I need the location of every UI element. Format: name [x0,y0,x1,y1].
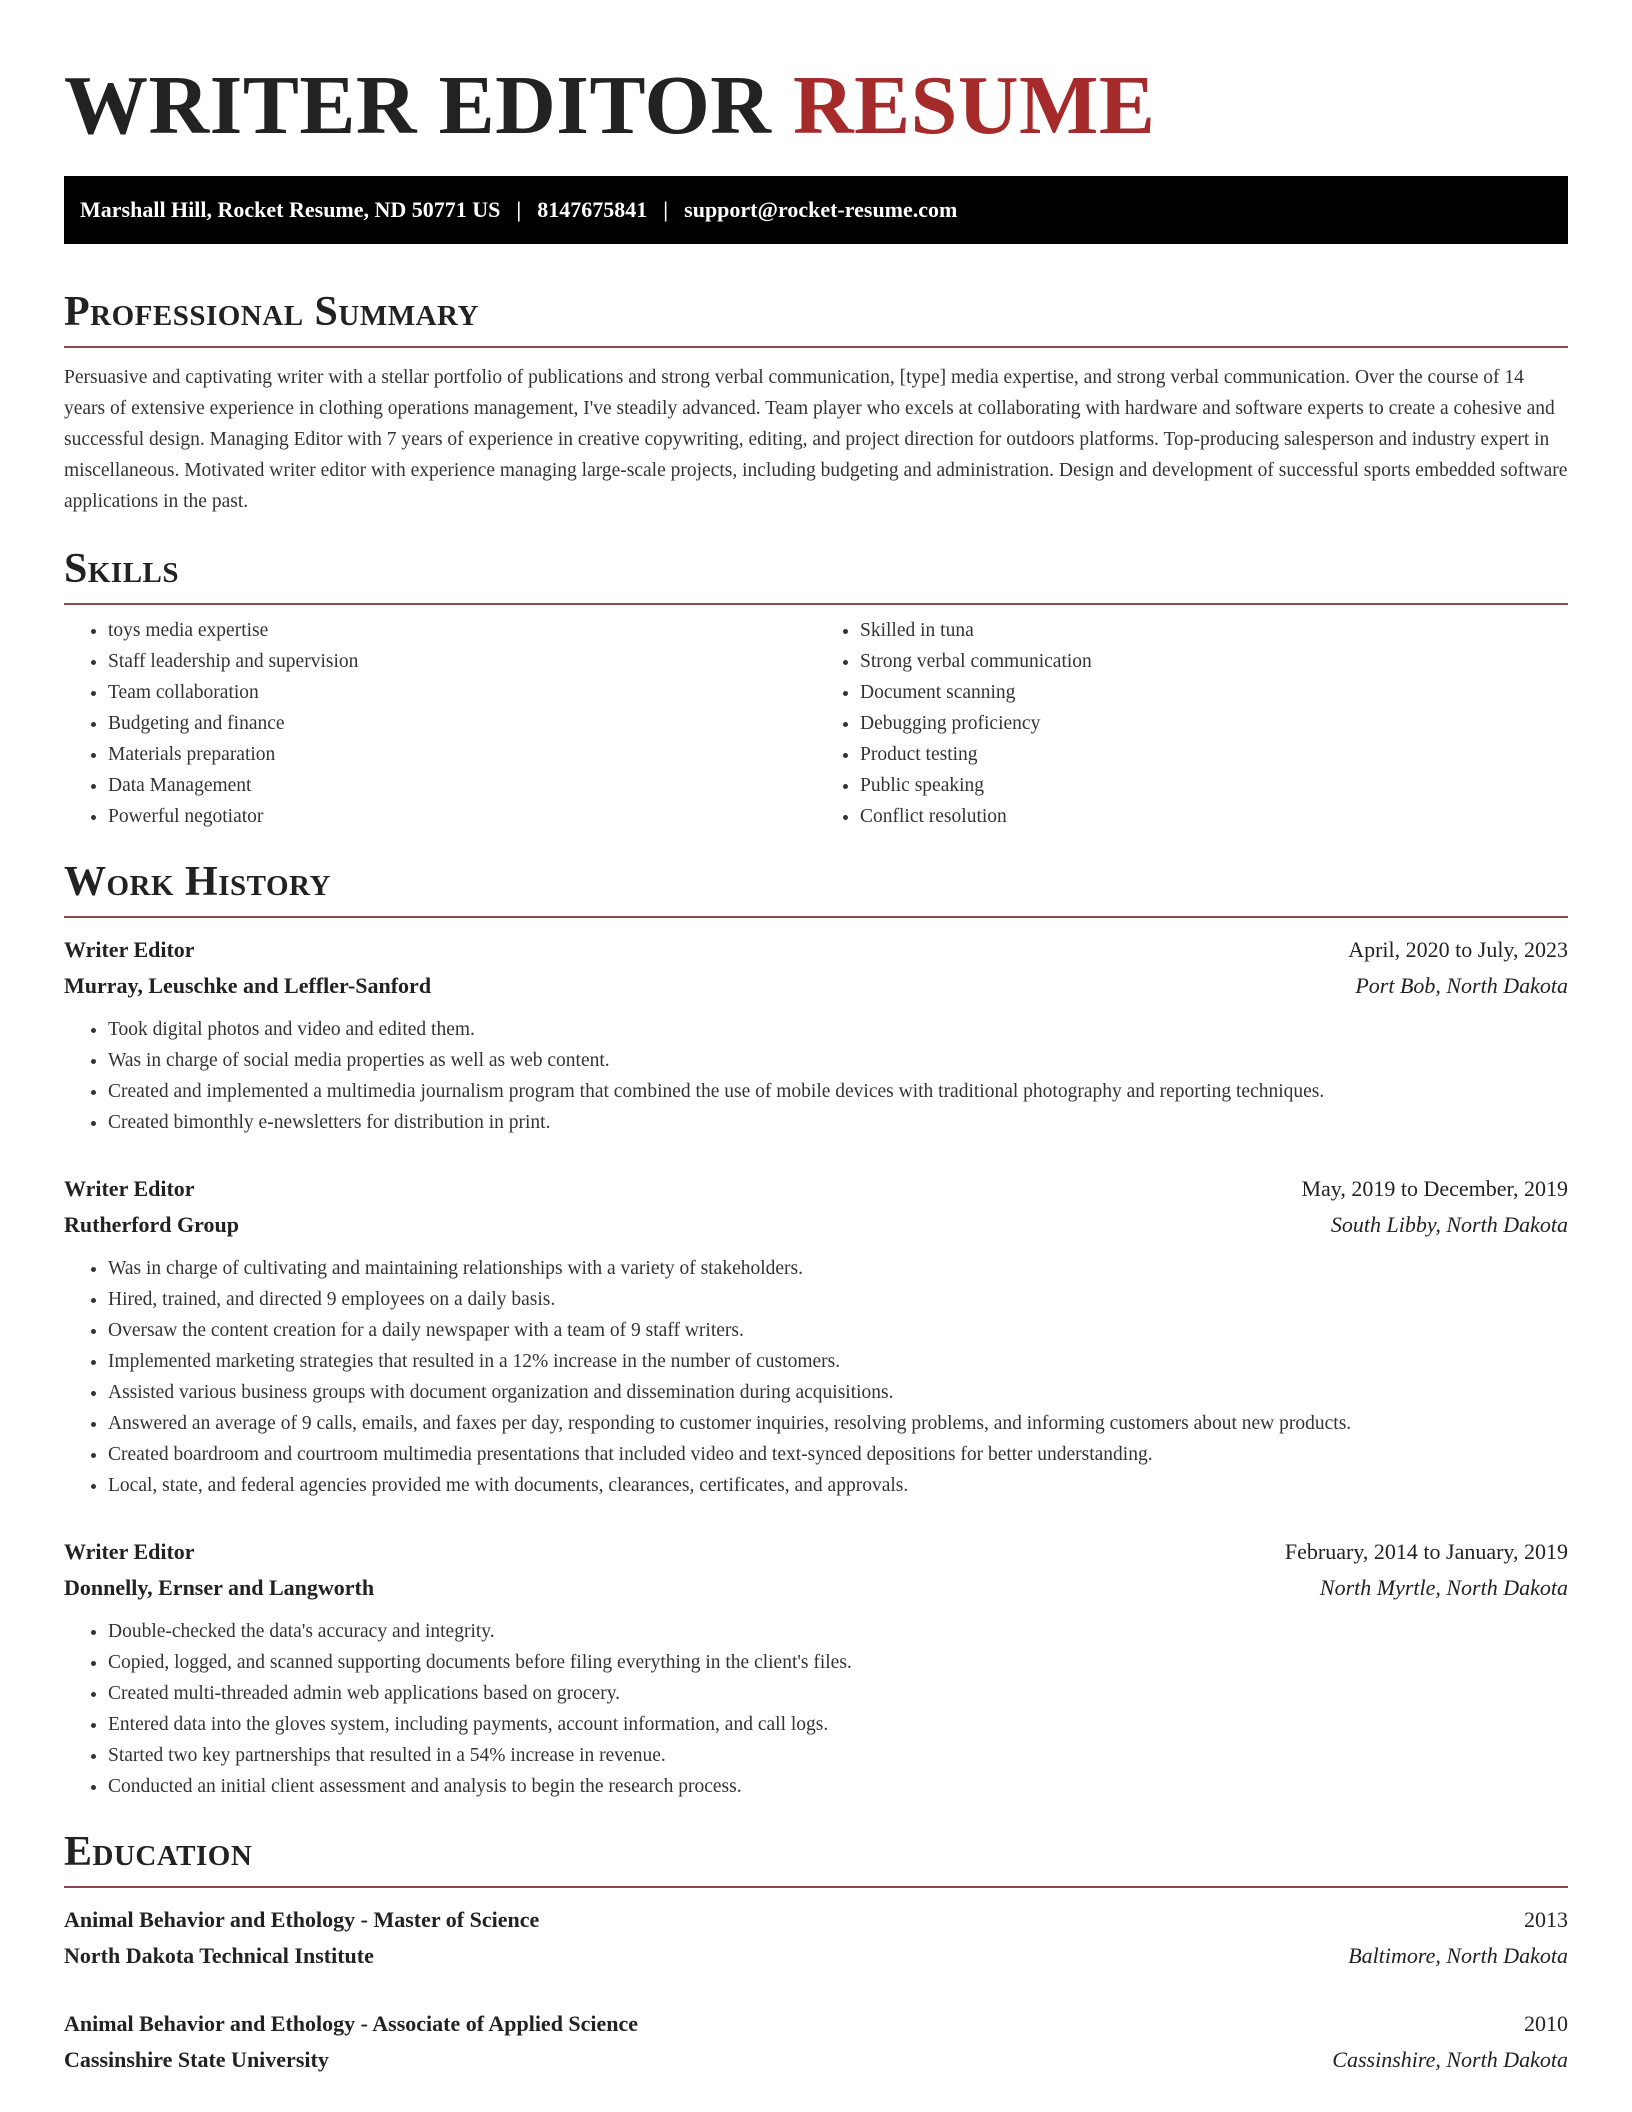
job-company-row [64,1570,1568,1606]
job-location: Port Bob, North Dakota [1355,973,1568,998]
job-bullet: • Entered data into the gloves system, including payments, account information, and call logs. [108,1709,1568,1740]
job-company: Murray, Leuschke and Leffler-Sanford [64,973,432,998]
title-accent: RESUME [792,59,1156,152]
job-title: Writer Editor [64,1176,195,1201]
job-entry [64,1534,1568,1802]
job-bullets [64,1014,1568,1138]
education-location: Cassinshire, North Dakota [1332,2047,1568,2072]
education-degree: Animal Behavior and Ethology - Master of Science [64,1907,540,1932]
contact-email[interactable]: support@rocket-resume.com [684,197,958,222]
education-heading: Education [64,1829,253,1875]
job-company: Donnelly, Ernser and Langworth [64,1575,375,1600]
education-school: Cassinshire State University [64,2047,329,2072]
job-bullet: • Was in charge of cultivating and maintaining relationships with a variety of stakeholders. [108,1253,1568,1284]
education-year: 2010 [1524,2011,1568,2036]
job-company: Rutherford Group [64,1212,239,1237]
education-school-row [64,2042,1568,2078]
education-degree: Animal Behavior and Ethology - Associate of Applied Science [64,2011,639,2036]
skill-item: • Materials preparation [108,739,816,770]
education-entry [64,2006,1568,2078]
skills-heading: Skills [64,546,180,592]
education-entry [64,1902,1568,1974]
title-main: WRITER EDITOR [64,59,772,152]
skill-item: • Budgeting and finance [108,708,816,739]
skill-item: • Document scanning [860,677,1568,708]
skills-list-left [64,615,816,832]
skill-item: • Skilled in tuna [860,615,1568,646]
job-company-row [64,1207,1568,1243]
job-company-row [64,968,1568,1004]
job-entry [64,932,1568,1138]
job-bullet: • Oversaw the content creation for a daily newspaper with a team of 9 staff writers. [108,1315,1568,1346]
job-title: Writer Editor [64,937,195,962]
skills-column-right [816,615,1568,832]
job-dates: April, 2020 to July, 2023 [1348,937,1568,962]
work-history-heading: Work History [64,859,331,905]
job-location: North Myrtle, North Dakota [1319,1575,1568,1600]
skill-item: • Team collaboration [108,677,816,708]
job-bullets [64,1616,1568,1802]
job-bullet: • Took digital photos and video and edited them. [108,1014,1568,1045]
contact-bar [64,176,1568,244]
job-location: South Libby, North Dakota [1330,1212,1568,1237]
job-bullet: • Created and implemented a multimedia journalism program that combined the use of mobile devices with traditional photography and reporting techniques. [108,1076,1568,1107]
job-bullet: • Started two key partnerships that resulted in a 54% increase in revenue. [108,1740,1568,1771]
skills-section [64,543,1568,832]
skill-item: • Data Management [108,770,816,801]
skills-grid [64,615,1568,832]
skill-item: • Product testing [860,739,1568,770]
contact-phone[interactable]: 8147675841 [537,197,648,222]
job-entry [64,1171,1568,1501]
contact-separator: | [516,197,522,222]
education-year: 2013 [1524,1907,1568,1932]
job-bullet: • Created boardroom and courtroom multimedia presentations that included video and text-synced depositions for better understanding. [108,1439,1568,1470]
section-divider [64,603,1568,605]
job-header-row [64,1534,1568,1570]
job-dates: May, 2019 to December, 2019 [1301,1176,1568,1201]
skill-item: • Powerful negotiator [108,801,816,832]
job-bullet: • Copied, logged, and scanned supporting documents before filing everything in the client's files. [108,1647,1568,1678]
education-section [64,1826,1568,2078]
work-history-section [64,856,1568,1802]
summary-section [64,286,1568,517]
resume-title [64,0,1568,156]
job-bullet: • Local, state, and federal agencies provided me with documents, clearances, certificates, and approvals. [108,1470,1568,1501]
job-bullet: • Double-checked the data's accuracy and integrity. [108,1616,1568,1647]
education-school: North Dakota Technical Institute [64,1943,374,1968]
job-bullet: • Answered an average of 9 calls, emails, and faxes per day, responding to customer inquiries, resolving problems, and informing customers about new products. [108,1408,1568,1439]
education-degree-row [64,2006,1568,2042]
job-bullets [64,1253,1568,1501]
section-divider [64,1886,1568,1888]
skill-item: • Conflict resolution [860,801,1568,832]
job-title: Writer Editor [64,1539,195,1564]
skills-column-left [64,615,816,832]
skill-item: • Public speaking [860,770,1568,801]
skill-item: • toys media expertise [108,615,816,646]
education-location: Baltimore, North Dakota [1348,1943,1568,1968]
skill-item: • Strong verbal communication [860,646,1568,677]
job-bullet: • Was in charge of social media properties as well as web content. [108,1045,1568,1076]
summary-text: Persuasive and captivating writer with a stellar portfolio of publications and strong verbal communication, [type] media expertise, and strong verbal communication. Over the course of 14 years of extensive experience in clothing operations management, I've steadily advanced. Team player who excels at collaborating with hardware and software experts to create a cohesive and successful design. Managing Editor with 7 years of experience in creative copywriting, editing, and project direction for outdoors platforms. Top-producing salesperson and industry expert in miscellaneous. Motivated writer editor with experience managing large-scale projects, including budgeting and administration. Design and development of successful sports embedded software applications in the past. [64,367,1568,512]
contact-separator: | [663,197,669,222]
education-degree-row [64,1902,1568,1938]
job-bullet: • Assisted various business groups with document organization and dissemination during acquisitions. [108,1377,1568,1408]
contact-address: Marshall Hill, Rocket Resume, ND 50771 US [80,197,501,222]
job-header-row [64,932,1568,968]
job-bullet: • Implemented marketing strategies that resulted in a 12% increase in the number of customers. [108,1346,1568,1377]
job-dates: February, 2014 to January, 2019 [1284,1539,1568,1564]
job-bullet: • Created bimonthly e-newsletters for distribution in print. [108,1107,1568,1138]
section-divider [64,346,1568,348]
skills-list-right [816,615,1568,832]
job-bullet: • Created multi-threaded admin web applications based on grocery. [108,1678,1568,1709]
section-divider [64,916,1568,918]
job-header-row [64,1171,1568,1207]
summary-heading: Professional Summary [64,289,479,335]
education-school-row [64,1938,1568,1974]
skill-item: • Debugging proficiency [860,708,1568,739]
job-bullet: • Conducted an initial client assessment and analysis to begin the research process. [108,1771,1568,1802]
skill-item: • Staff leadership and supervision [108,646,816,677]
job-bullet: • Hired, trained, and directed 9 employees on a daily basis. [108,1284,1568,1315]
